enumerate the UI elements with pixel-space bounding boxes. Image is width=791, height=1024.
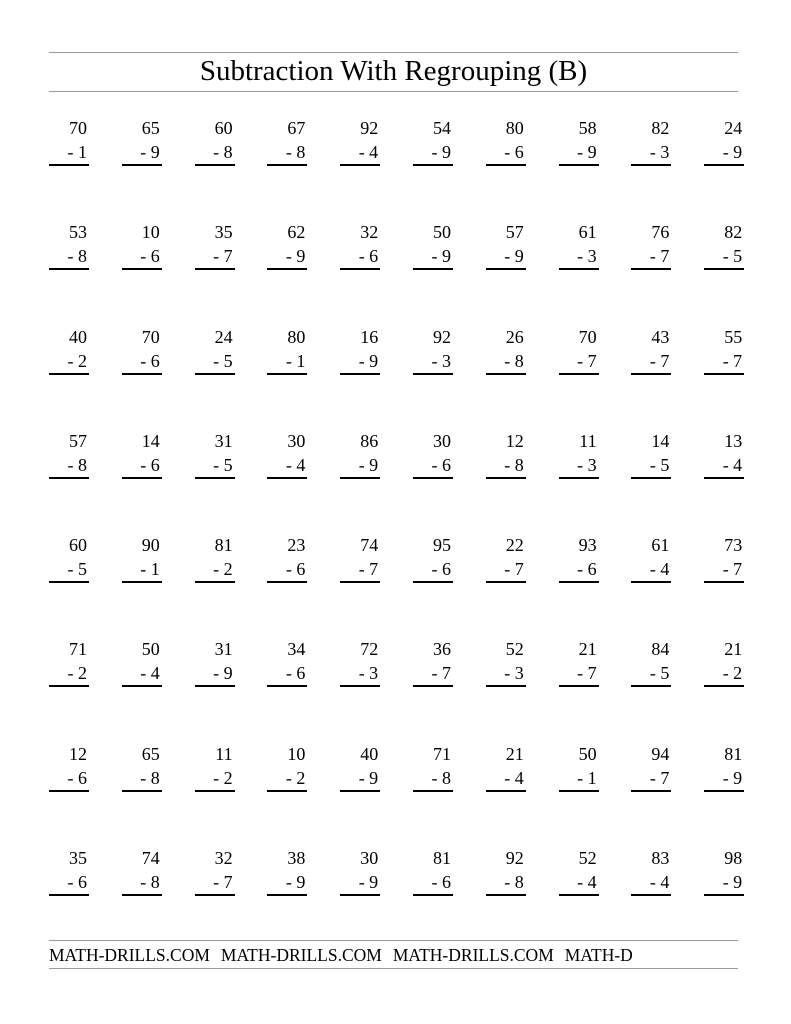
subtraction-problem (340, 742, 380, 792)
subtraction-problem (704, 637, 744, 687)
subtrahend: - 5 (704, 244, 744, 270)
minuend: 30 (287, 430, 306, 451)
minuend: 21 (724, 639, 743, 660)
footer-watermark (49, 944, 738, 966)
footer-watermark-text: MATH-D (564, 945, 633, 965)
minuend: 92 (433, 326, 451, 347)
subtrahend: - 4 (340, 140, 380, 166)
subtraction-problem (413, 116, 453, 166)
minuend: 11 (579, 430, 597, 451)
subtrahend: - 3 (631, 140, 671, 166)
subtraction-problem (413, 325, 453, 375)
subtraction-problem (195, 846, 235, 896)
subtrahend: - 9 (267, 244, 307, 270)
minuend: 50 (578, 743, 597, 764)
subtrahend: - 3 (340, 661, 380, 687)
subtraction-problem (704, 742, 744, 792)
minuend: 70 (69, 118, 87, 138)
subtraction-problem (631, 325, 671, 375)
subtrahend: - 9 (340, 453, 380, 479)
minuend: 14 (651, 430, 670, 451)
minuend: 65 (141, 118, 160, 138)
subtrahend: - 9 (486, 244, 526, 270)
subtraction-problem (195, 116, 235, 166)
minuend: 83 (651, 848, 670, 869)
subtrahend: - 7 (195, 870, 235, 896)
subtrahend: - 2 (49, 349, 89, 375)
minuend: 30 (360, 848, 379, 869)
subtraction-problem (122, 637, 162, 687)
subtraction-problem (704, 116, 744, 166)
subtrahend: - 9 (122, 140, 162, 166)
subtrahend: - 4 (267, 453, 307, 479)
minuend: 12 (69, 743, 87, 764)
minuend: 65 (141, 743, 160, 764)
subtraction-problem (340, 220, 380, 270)
subtraction-problem (559, 533, 599, 583)
subtrahend: - 7 (559, 661, 599, 687)
subtrahend: - 6 (122, 349, 162, 375)
minuend: 82 (724, 222, 743, 243)
subtraction-problem (122, 429, 162, 479)
problem-row (49, 429, 743, 533)
footer-bottom-rule (49, 968, 738, 969)
minuend: 60 (69, 535, 87, 556)
subtrahend: - 6 (413, 557, 453, 583)
subtraction-problem (195, 220, 235, 270)
minuend: 31 (214, 430, 233, 451)
minuend: 21 (578, 639, 597, 660)
subtraction-problem (704, 533, 744, 583)
minuend: 70 (141, 326, 160, 347)
minuend: 13 (724, 430, 743, 451)
subtraction-problem (486, 220, 526, 270)
subtrahend: - 7 (704, 557, 744, 583)
subtraction-problem (559, 429, 599, 479)
subtrahend: - 9 (559, 140, 599, 166)
subtrahend: - 4 (631, 870, 671, 896)
problem-row (49, 325, 743, 429)
subtraction-problem (704, 846, 744, 896)
minuend: 57 (69, 430, 87, 451)
subtrahend: - 5 (195, 349, 235, 375)
subtraction-problem (49, 220, 89, 270)
problem-row (49, 220, 743, 324)
subtraction-problem (267, 325, 307, 375)
subtrahend: - 6 (413, 453, 453, 479)
subtraction-problem (559, 325, 599, 375)
subtraction-problem (122, 220, 162, 270)
subtraction-problem (195, 637, 235, 687)
subtrahend: - 3 (413, 349, 453, 375)
subtrahend: - 9 (195, 661, 235, 687)
subtraction-problem (340, 846, 380, 896)
minuend: 82 (651, 118, 670, 138)
minuend: 71 (433, 743, 451, 764)
subtraction-problem (195, 429, 235, 479)
subtrahend: - 9 (340, 870, 380, 896)
subtraction-problem (49, 846, 89, 896)
subtraction-problem (486, 742, 526, 792)
problem-row (49, 533, 743, 637)
subtraction-problem (267, 220, 307, 270)
subtraction-problem (413, 742, 453, 792)
subtrahend: - 7 (195, 244, 235, 270)
minuend: 30 (433, 430, 451, 451)
subtrahend: - 2 (195, 766, 235, 792)
subtrahend: - 6 (340, 244, 380, 270)
minuend: 22 (505, 535, 524, 556)
subtraction-problem (413, 220, 453, 270)
subtraction-problem (195, 325, 235, 375)
minuend: 76 (651, 222, 670, 243)
footer-watermark-text: MATH-DRILLS.COM (49, 945, 210, 965)
minuend: 31 (214, 639, 233, 660)
minuend: 23 (287, 535, 306, 556)
problem-grid (49, 116, 743, 950)
problem-row (49, 846, 743, 950)
minuend: 10 (287, 743, 306, 764)
subtraction-problem (559, 742, 599, 792)
subtrahend: - 4 (486, 766, 526, 792)
subtrahend: - 7 (631, 349, 671, 375)
subtraction-problem (267, 429, 307, 479)
subtrahend: - 8 (486, 453, 526, 479)
subtrahend: - 9 (704, 870, 744, 896)
footer-watermark-text: MATH-DRILLS.COM (392, 945, 554, 965)
subtraction-problem (49, 429, 89, 479)
minuend: 40 (360, 743, 379, 764)
subtraction-problem (486, 325, 526, 375)
minuend: 62 (287, 222, 306, 243)
subtraction-problem (49, 742, 89, 792)
subtraction-problem (631, 533, 671, 583)
subtrahend: - 4 (122, 661, 162, 687)
subtrahend: - 8 (486, 870, 526, 896)
subtrahend: - 4 (631, 557, 671, 583)
minuend: 54 (433, 118, 451, 138)
minuend: 36 (433, 639, 451, 660)
subtraction-problem (267, 533, 307, 583)
subtrahend: - 8 (195, 140, 235, 166)
minuend: 92 (505, 848, 524, 869)
subtraction-problem (49, 116, 89, 166)
subtraction-problem (413, 429, 453, 479)
subtraction-problem (267, 637, 307, 687)
subtrahend: - 6 (267, 661, 307, 687)
subtrahend: - 7 (413, 661, 453, 687)
subtrahend: - 6 (413, 870, 453, 896)
subtraction-problem (631, 429, 671, 479)
subtrahend: - 9 (413, 244, 453, 270)
minuend: 55 (724, 326, 743, 347)
subtraction-problem (267, 846, 307, 896)
subtrahend: - 8 (49, 244, 89, 270)
subtraction-problem (486, 533, 526, 583)
subtrahend: - 8 (486, 349, 526, 375)
subtrahend: - 9 (340, 766, 380, 792)
minuend: 50 (433, 222, 451, 243)
subtraction-problem (49, 325, 89, 375)
subtrahend: - 8 (122, 766, 162, 792)
subtraction-problem (49, 637, 89, 687)
minuend: 14 (141, 430, 160, 451)
minuend: 26 (505, 326, 524, 347)
subtraction-problem (413, 846, 453, 896)
subtrahend: - 2 (704, 661, 744, 687)
minuend: 35 (69, 848, 87, 869)
minuend: 98 (724, 848, 743, 869)
minuend: 73 (724, 535, 743, 556)
minuend: 67 (287, 118, 306, 138)
minuend: 74 (141, 848, 160, 869)
subtraction-problem (195, 533, 235, 583)
subtrahend: - 9 (413, 140, 453, 166)
subtrahend: - 1 (267, 349, 307, 375)
minuend: 94 (651, 743, 670, 764)
subtraction-problem (122, 116, 162, 166)
subtrahend: - 6 (267, 557, 307, 583)
subtraction-problem (559, 220, 599, 270)
subtraction-problem (486, 846, 526, 896)
footer-top-rule (49, 940, 738, 941)
subtrahend: - 7 (704, 349, 744, 375)
minuend: 32 (214, 848, 233, 869)
minuend: 40 (69, 326, 87, 347)
minuend: 61 (651, 535, 670, 556)
page-title: Subtraction With Regrouping (B) (199, 55, 588, 87)
subtrahend: - 7 (340, 557, 380, 583)
subtraction-problem (631, 220, 671, 270)
subtraction-problem (559, 637, 599, 687)
subtrahend: - 6 (122, 244, 162, 270)
subtraction-problem (267, 116, 307, 166)
minuend: 34 (287, 639, 306, 660)
subtraction-problem (340, 533, 380, 583)
footer-watermark-text: MATH-DRILLS.COM (220, 945, 382, 965)
minuend: 84 (651, 639, 670, 660)
subtrahend: - 9 (340, 349, 380, 375)
minuend: 86 (360, 430, 379, 451)
minuend: 81 (724, 743, 743, 764)
minuend: 74 (360, 535, 379, 556)
subtraction-problem (559, 846, 599, 896)
minuend: 57 (505, 222, 524, 243)
minuend: 21 (505, 743, 524, 764)
subtraction-problem (340, 429, 380, 479)
subtraction-problem (340, 325, 380, 375)
minuend: 50 (141, 639, 160, 660)
subtrahend: - 1 (559, 766, 599, 792)
subtraction-problem (486, 116, 526, 166)
subtrahend: - 7 (486, 557, 526, 583)
subtrahend: - 8 (413, 766, 453, 792)
minuend: 72 (360, 639, 379, 660)
minuend: 32 (360, 222, 379, 243)
subtrahend: - 9 (704, 766, 744, 792)
minuend: 24 (214, 326, 233, 347)
subtrahend: - 3 (559, 453, 599, 479)
problem-row (49, 742, 743, 846)
subtrahend: - 8 (122, 870, 162, 896)
subtrahend: - 4 (704, 453, 744, 479)
subtraction-problem (704, 429, 744, 479)
subtraction-problem (340, 116, 380, 166)
minuend: 92 (360, 118, 379, 138)
subtraction-problem (340, 637, 380, 687)
problem-row (49, 116, 743, 220)
minuend: 53 (69, 222, 87, 243)
subtraction-problem (122, 325, 162, 375)
subtraction-problem (704, 325, 744, 375)
minuend: 58 (578, 118, 597, 138)
subtrahend: - 2 (267, 766, 307, 792)
minuend: 93 (578, 535, 597, 556)
subtrahend: - 1 (122, 557, 162, 583)
subtraction-problem (704, 220, 744, 270)
minuend: 43 (651, 326, 670, 347)
subtraction-problem (631, 116, 671, 166)
minuend: 52 (505, 639, 524, 660)
subtrahend: - 6 (49, 766, 89, 792)
minuend: 35 (214, 222, 233, 243)
subtrahend: - 7 (631, 244, 671, 270)
subtraction-problem (122, 846, 162, 896)
subtrahend: - 5 (631, 453, 671, 479)
subtrahend: - 6 (559, 557, 599, 583)
minuend: 70 (578, 326, 597, 347)
minuend: 38 (287, 848, 306, 869)
subtraction-problem (267, 742, 307, 792)
subtrahend: - 5 (631, 661, 671, 687)
subtraction-problem (122, 533, 162, 583)
minuend: 80 (287, 326, 306, 347)
problem-row (49, 637, 743, 741)
subtrahend: - 7 (559, 349, 599, 375)
minuend: 60 (214, 118, 233, 138)
subtrahend: - 1 (49, 140, 89, 166)
subtrahend: - 9 (267, 870, 307, 896)
subtrahend: - 3 (486, 661, 526, 687)
minuend: 80 (505, 118, 524, 138)
subtrahend: - 6 (486, 140, 526, 166)
minuend: 24 (724, 118, 743, 138)
subtrahend: - 8 (267, 140, 307, 166)
subtrahend: - 8 (49, 453, 89, 479)
subtrahend: - 9 (704, 140, 744, 166)
minuend: 95 (433, 535, 451, 556)
subtraction-problem (195, 742, 235, 792)
minuend: 11 (215, 743, 233, 764)
subtraction-problem (631, 742, 671, 792)
subtrahend: - 7 (631, 766, 671, 792)
subtraction-problem (49, 533, 89, 583)
subtrahend: - 6 (122, 453, 162, 479)
minuend: 12 (505, 430, 524, 451)
subtraction-problem (631, 637, 671, 687)
minuend: 81 (214, 535, 233, 556)
subtraction-problem (413, 533, 453, 583)
subtraction-problem (413, 637, 453, 687)
subtraction-problem (486, 429, 526, 479)
subtraction-problem (559, 116, 599, 166)
minuend: 71 (69, 639, 87, 660)
subtrahend: - 5 (49, 557, 89, 583)
minuend: 52 (578, 848, 597, 869)
minuend: 10 (141, 222, 160, 243)
minuend: 81 (433, 848, 451, 869)
subtrahend: - 3 (559, 244, 599, 270)
subtraction-problem (631, 846, 671, 896)
subtraction-problem (486, 637, 526, 687)
subtrahend: - 6 (49, 870, 89, 896)
subtrahend: - 2 (49, 661, 89, 687)
minuend: 16 (360, 326, 379, 347)
title-bottom-rule (49, 91, 738, 92)
subtrahend: - 5 (195, 453, 235, 479)
minuend: 61 (578, 222, 597, 243)
subtrahend: - 2 (195, 557, 235, 583)
subtraction-problem (122, 742, 162, 792)
subtrahend: - 4 (559, 870, 599, 896)
minuend: 90 (141, 535, 160, 556)
